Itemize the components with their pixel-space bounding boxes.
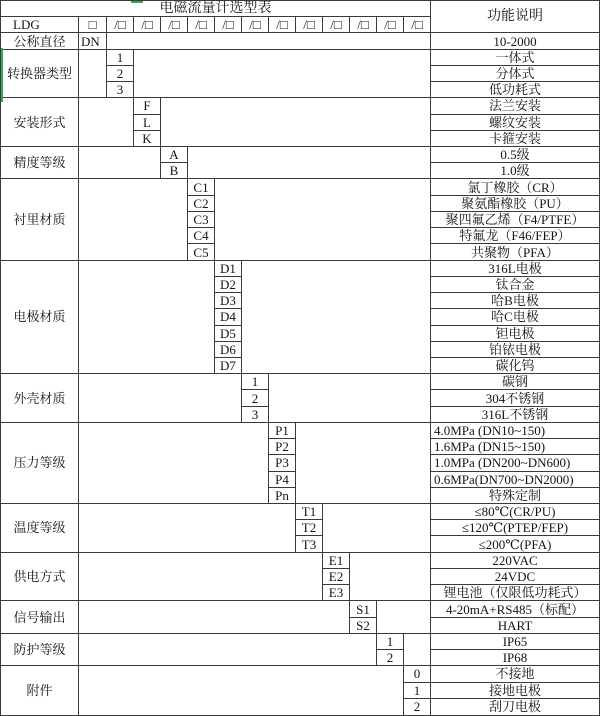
- empty-cell: [134, 50, 431, 99]
- empty-cell: [79, 98, 134, 147]
- code-slot-cell: /□: [296, 17, 323, 33]
- section-label: 转换器类型: [1, 50, 79, 99]
- empty-cell: [377, 601, 431, 633]
- code-slot-cell: /□: [323, 17, 350, 33]
- code-cell: A: [161, 147, 188, 163]
- desc-cell: 接地电极: [431, 683, 599, 699]
- empty-cell: [79, 50, 107, 99]
- section-label: 衬里材质: [1, 179, 79, 260]
- desc-cell: 0.5级: [431, 147, 599, 163]
- desc-cell: 0.6MPa(DN700~DN2000): [431, 472, 599, 488]
- desc-cell: 铂铱电极: [431, 342, 599, 358]
- code-cell: 2: [404, 699, 431, 715]
- empty-cell: [107, 33, 431, 49]
- desc-cell: 锂电池（仅限低功耗式）: [431, 585, 599, 601]
- desc-cell: 聚四氟乙烯（F4/PTFE）: [431, 212, 599, 228]
- empty-cell: [404, 634, 431, 666]
- code-cell: T2: [296, 520, 323, 536]
- code-cell: D3: [215, 293, 242, 309]
- desc-cell: 4-20mA+RS485（标配）: [431, 601, 599, 617]
- section-label: 外壳材质: [1, 374, 79, 423]
- empty-cell: [79, 504, 296, 553]
- code-slot-cell: /□: [269, 17, 296, 33]
- code-cell: 1: [377, 634, 404, 650]
- code-cell: C1: [188, 179, 215, 195]
- empty-cell: [79, 261, 215, 375]
- code-cell: D2: [215, 277, 242, 293]
- code-slot-cell: /□: [350, 17, 377, 33]
- desc-cell: 分体式: [431, 66, 599, 82]
- code-cell: 3: [107, 82, 134, 98]
- code-cell: 1: [242, 374, 269, 390]
- section-label: 安装形式: [1, 98, 79, 147]
- code-cell: 1: [404, 683, 431, 699]
- desc-cell: ≤120℃(PTEP/FEP): [431, 520, 599, 536]
- empty-cell: [161, 98, 431, 147]
- desc-cell: 10-2000: [431, 33, 599, 49]
- empty-cell: [296, 423, 431, 504]
- empty-cell: [242, 261, 431, 375]
- desc-cell: 碳钢: [431, 374, 599, 390]
- empty-cell: [269, 374, 431, 423]
- empty-cell: [79, 601, 350, 633]
- empty-cell: [215, 179, 431, 260]
- code-cell: 2: [242, 390, 269, 406]
- empty-cell: [79, 553, 323, 602]
- empty-cell: [350, 553, 431, 602]
- code-cell: C4: [188, 228, 215, 244]
- code-cell: 0: [404, 666, 431, 682]
- desc-cell: IP68: [431, 650, 599, 666]
- code-cell: C2: [188, 196, 215, 212]
- code-slot-cell: /□: [161, 17, 188, 33]
- code-slot-cell: /□: [377, 17, 404, 33]
- code-cell: 1: [107, 50, 134, 66]
- code-cell: Pn: [269, 488, 296, 504]
- ldg-label: LDG: [1, 17, 79, 33]
- empty-cell: [79, 666, 404, 715]
- desc-cell: 4.0MPa (DN10~150): [431, 423, 599, 439]
- code-cell: C5: [188, 244, 215, 260]
- code-cell: S1: [350, 601, 377, 617]
- code-cell: DN: [79, 33, 107, 49]
- desc-cell: 24VDC: [431, 569, 599, 585]
- desc-cell: 1.0MPa (DN200~DN600): [431, 455, 599, 471]
- code-slot-cell: /□: [215, 17, 242, 33]
- section-label: 精度等级: [1, 147, 79, 179]
- desc-header: 功能说明: [431, 1, 599, 33]
- code-slot-cell: /□: [404, 17, 431, 33]
- code-cell: D6: [215, 342, 242, 358]
- code-slot-cell: /□: [242, 17, 269, 33]
- section-label: 供电方式: [1, 553, 79, 602]
- desc-cell: 316L电极: [431, 261, 599, 277]
- code-slot-cell: /□: [134, 17, 161, 33]
- code-cell: 2: [377, 650, 404, 666]
- code-slot-cell: /□: [107, 17, 134, 33]
- code-cell: D5: [215, 326, 242, 342]
- code-cell: D7: [215, 358, 242, 374]
- desc-cell: 聚氨酯橡胶（PU）: [431, 196, 599, 212]
- section-label: 压力等级: [1, 423, 79, 504]
- desc-cell: 特氟龙（F46/FEP）: [431, 228, 599, 244]
- code-cell: D1: [215, 261, 242, 277]
- desc-cell: 哈B电极: [431, 293, 599, 309]
- desc-cell: 共聚物（PFA）: [431, 244, 599, 260]
- section-label: 信号输出: [1, 601, 79, 633]
- desc-cell: 螺纹安装: [431, 115, 599, 131]
- code-cell: E1: [323, 553, 350, 569]
- desc-cell: ≤80℃(CR/PU): [431, 504, 599, 520]
- code-slot-cell: /□: [188, 17, 215, 33]
- code-cell: C3: [188, 212, 215, 228]
- desc-cell: HART: [431, 618, 599, 634]
- desc-cell: 哈C电极: [431, 309, 599, 325]
- empty-cell: [79, 634, 377, 666]
- desc-cell: 一体式: [431, 50, 599, 66]
- code-cell: 3: [242, 407, 269, 423]
- desc-cell: 220VAC: [431, 553, 599, 569]
- empty-cell: [188, 147, 431, 179]
- desc-cell: 特殊定制: [431, 488, 599, 504]
- section-label: 附件: [1, 666, 79, 715]
- dn-box-cell: □: [79, 17, 107, 33]
- code-cell: E2: [323, 569, 350, 585]
- desc-cell: 碳化钨: [431, 358, 599, 374]
- code-cell: K: [134, 131, 161, 147]
- code-cell: P1: [269, 423, 296, 439]
- empty-cell: [79, 374, 242, 423]
- desc-cell: 低功耗式: [431, 82, 599, 98]
- empty-cell: [323, 504, 431, 553]
- code-cell: S2: [350, 618, 377, 634]
- code-cell: P4: [269, 472, 296, 488]
- desc-cell: ≤200℃(PFA): [431, 536, 599, 552]
- desc-cell: 卡箍安装: [431, 131, 599, 147]
- desc-cell: IP65: [431, 634, 599, 650]
- code-cell: B: [161, 163, 188, 179]
- code-cell: T1: [296, 504, 323, 520]
- section-label: 电极材质: [1, 261, 79, 375]
- desc-cell: 1.6MPa (DN15~150): [431, 439, 599, 455]
- code-cell: 2: [107, 66, 134, 82]
- code-cell: T3: [296, 536, 323, 552]
- table-title: 电磁流量计选型表: [1, 1, 431, 17]
- code-cell: P2: [269, 439, 296, 455]
- code-cell: F: [134, 98, 161, 114]
- desc-cell: 钽电极: [431, 326, 599, 342]
- section-label: 温度等级: [1, 504, 79, 553]
- desc-cell: 氯丁橡胶（CR）: [431, 179, 599, 195]
- empty-cell: [79, 423, 269, 504]
- desc-cell: 钛合金: [431, 277, 599, 293]
- desc-cell: 304不锈钢: [431, 390, 599, 406]
- empty-cell: [79, 147, 161, 179]
- code-cell: E3: [323, 585, 350, 601]
- section-label: 公称直径: [1, 33, 79, 49]
- code-cell: P3: [269, 455, 296, 471]
- desc-cell: 刮刀电极: [488, 699, 541, 715]
- section-label: 防护等级: [1, 634, 79, 666]
- code-cell: L: [134, 115, 161, 131]
- empty-cell: [79, 179, 188, 260]
- desc-cell: 不接地: [431, 666, 599, 682]
- desc-cell: 法兰安装: [431, 98, 599, 114]
- desc-cell: 316L不锈钢: [431, 407, 599, 423]
- code-cell: D4: [215, 309, 242, 325]
- desc-cell: 1.0级: [431, 163, 599, 179]
